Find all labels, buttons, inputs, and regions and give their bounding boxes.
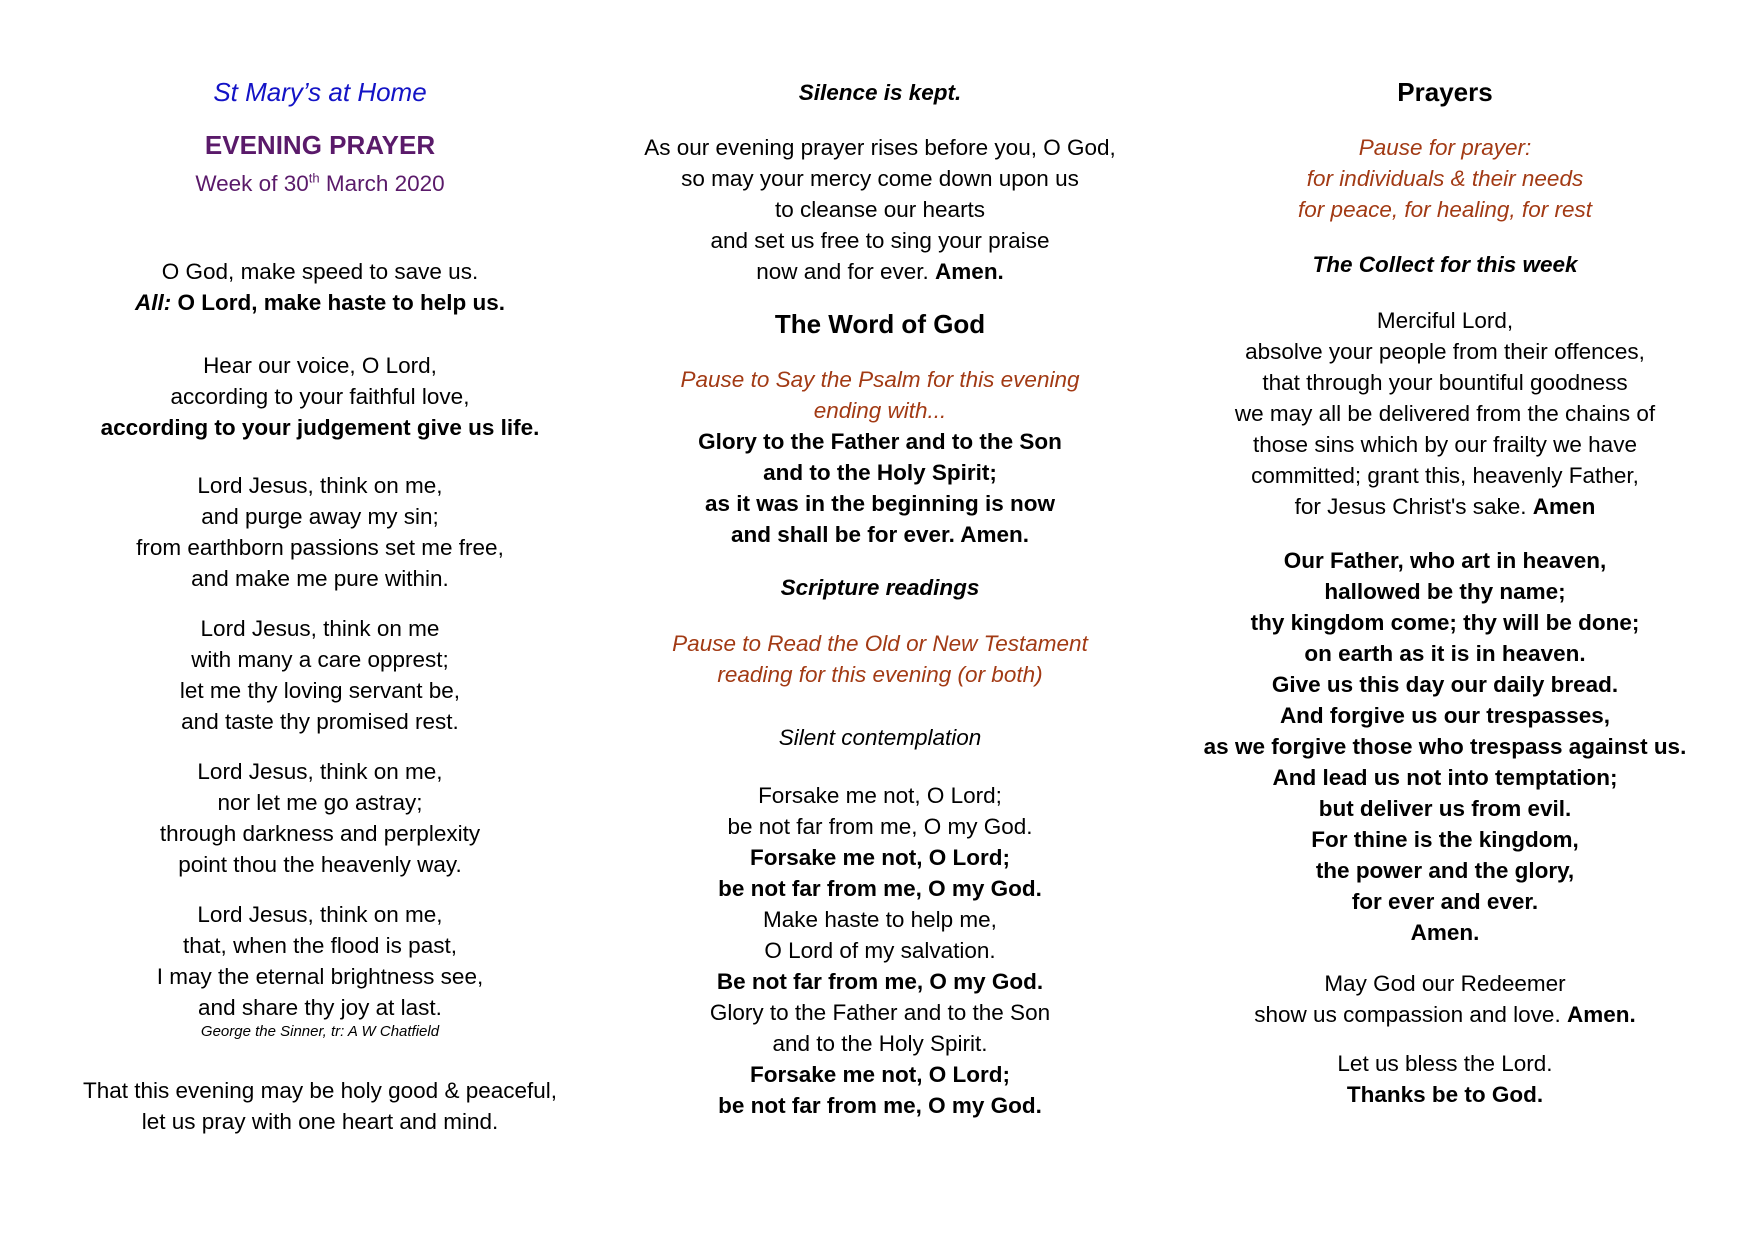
verse-line: to cleanse our hearts (774, 197, 986, 222)
verse-line: and purge away my sin; (201, 504, 439, 529)
hymn-verse-3 (70, 756, 570, 880)
verse-text: now and for ever. (756, 259, 936, 284)
verse-line: Glory to the Father and to the Son (698, 429, 1062, 454)
hymn-attribution: George the Sinner, tr: A W Chatfield (200, 1023, 440, 1040)
verse-line: and make me pure within. (191, 566, 449, 591)
hymn-verse-4 (70, 899, 570, 1041)
rubric-line: reading for this evening (or both) (717, 662, 1043, 687)
verse-line: and set us free to sing your praise (710, 228, 1050, 253)
verse-line: be not far from me, O my God. (718, 876, 1042, 901)
word-of-god-heading: The Word of God (774, 309, 986, 339)
rubric-line: Pause for prayer: (1358, 135, 1532, 160)
verse-line: May God our Redeemer (1324, 971, 1566, 996)
verse-line: so may your mercy come down upon us (681, 166, 1079, 191)
hymn-verse-2 (70, 613, 570, 737)
verse-line (1195, 491, 1695, 522)
verse-line: thy kingdom come; thy will be done; (1250, 610, 1640, 635)
forsake-me-not (630, 780, 1130, 1121)
verse-line: Our Father, who art in heaven, (1283, 548, 1607, 573)
verse-line: for ever and ever. (1351, 889, 1539, 914)
verse-line: be not far from me, O my God. (718, 1093, 1042, 1118)
verse-line: Merciful Lord, (1376, 308, 1514, 333)
verse-line: point thou the heavenly way. (178, 852, 462, 877)
scripture-heading: Scripture readings (780, 575, 980, 600)
verse-line: and to the Holy Spirit; (763, 460, 997, 485)
opening-versicle (70, 256, 570, 318)
verse-line: committed; grant this, heavenly Father, (1251, 463, 1639, 488)
collect-heading: The Collect for this week (1312, 252, 1578, 277)
amen: Amen (1532, 494, 1596, 519)
verse-line: that through your bountiful goodness (1262, 370, 1628, 395)
rubric-line: ending with... (813, 398, 947, 423)
evening-prayer-rises (630, 132, 1130, 287)
verse-line: O Lord of my salvation. (764, 938, 996, 963)
verse-line: according to your judgement give us life. (100, 415, 540, 440)
verse-line: As our evening prayer rises before you, O God, (644, 135, 1116, 160)
verse-line: those sins which by our frailty we have (1253, 432, 1637, 457)
verse-line: and shall be for ever. Amen. (730, 522, 1029, 547)
amen: Amen. (935, 259, 1004, 284)
verse-line: nor let me go astray; (217, 790, 423, 815)
verse-line: the power and the glory, (1315, 858, 1575, 883)
verse-text: for Jesus Christ's sake. (1294, 494, 1533, 519)
week-ordinal: th (308, 170, 320, 186)
verse-line: Hear our voice, O Lord, (203, 353, 437, 378)
lords-prayer (1195, 545, 1695, 948)
verse-line: but deliver us from evil. (1318, 796, 1572, 821)
verse-line: Forsake me not, O Lord; (749, 845, 1011, 870)
hymn-verse-1 (70, 470, 570, 594)
rubric-line: for peace, for healing, for rest (1298, 197, 1592, 222)
verse-line: through darkness and perplexity (159, 821, 481, 846)
verse-line: Thanks be to God. (1346, 1082, 1544, 1107)
verse-line: on earth as it is in heaven. (1304, 641, 1586, 666)
hear-our-voice (70, 350, 570, 443)
verse-line: be not far from me, O my God. (727, 814, 1033, 839)
verse-line: from earthborn passions set me free, (136, 535, 504, 560)
versicle-line: O God, make speed to save us. (161, 259, 479, 284)
verse-line: let me thy loving servant be, (179, 678, 461, 703)
gloria (630, 426, 1130, 550)
verse-line: Lord Jesus, think on me, (197, 902, 443, 927)
church-name: St Mary’s at Home (213, 77, 427, 107)
verse-line: and taste thy promised rest. (181, 709, 459, 734)
response-line (70, 287, 570, 318)
dismissal (1195, 1048, 1695, 1110)
verse-line: and to the Holy Spirit. (772, 1031, 988, 1056)
verse-line: that, when the flood is past, (183, 933, 457, 958)
verse-line: according to your faithful love, (170, 384, 470, 409)
verse-line: Be not far from me, O my God. (716, 969, 1044, 994)
verse-line: Make haste to help me, (763, 907, 997, 932)
contemplation-rubric: Silent contemplation (778, 725, 982, 750)
week-month: March 2020 (319, 171, 445, 196)
verse-line: Give us this day our daily bread. (1271, 672, 1619, 697)
verse-line: Forsake me not, O Lord; (758, 783, 1002, 808)
verse-line: Forsake me not, O Lord; (749, 1062, 1011, 1087)
verse-line: as we forgive those who trespass against us. (1203, 734, 1687, 759)
verse-line: Lord Jesus, think on me, (197, 473, 443, 498)
amen: Amen. (1566, 1002, 1636, 1027)
verse-line (630, 256, 1130, 287)
verse-line: Lord Jesus, think on me, (197, 759, 443, 784)
verse-line: let us pray with one heart and mind. (141, 1109, 499, 1134)
prayers-heading: Prayers (1397, 77, 1493, 107)
response-text: O Lord, make haste to help us. (171, 290, 506, 315)
verse-line: Glory to the Father and to the Son (709, 1000, 1051, 1025)
verse-line (1195, 999, 1695, 1030)
rubric-line: for individuals & their needs (1306, 166, 1584, 191)
verse-line: as it was in the beginning is now (704, 491, 1056, 516)
verse-line: with many a care opprest; (191, 647, 449, 672)
week-prefix: Week of 30 (195, 171, 309, 196)
rubric-line: Pause to Say the Psalm for this evening (680, 367, 1080, 392)
verse-line: And forgive us our trespasses, (1279, 703, 1611, 728)
rubric-line: Pause to Read the Old or New Testament (672, 631, 1088, 656)
collect-text (1195, 305, 1695, 522)
psalm-rubric (630, 364, 1130, 426)
closing-bidding (70, 1075, 570, 1137)
page-title: EVENING PRAYER (204, 130, 436, 160)
blessing (1195, 968, 1695, 1030)
prayer-rubric (1195, 132, 1695, 225)
verse-line: and share thy joy at last. (198, 995, 442, 1020)
verse-line: we may all be delivered from the chains of (1234, 401, 1656, 426)
response-label: All: (134, 290, 172, 315)
verse-line: I may the eternal brightness see, (156, 964, 484, 989)
verse-line: That this evening may be holy good & peaceful, (82, 1078, 558, 1103)
verse-text: show us compassion and love. (1254, 1002, 1567, 1027)
verse-line: Amen. (1410, 920, 1480, 945)
verse-line: Let us bless the Lord. (1337, 1051, 1553, 1076)
verse-line: Lord Jesus, think on me (200, 616, 440, 641)
verse-line: And lead us not into temptation; (1272, 765, 1618, 790)
silence-rubric: Silence is kept. (798, 80, 962, 105)
verse-line: hallowed be thy name; (1324, 579, 1566, 604)
week-line (70, 168, 570, 199)
verse-line: For thine is the kingdom, (1311, 827, 1579, 852)
verse-line: absolve your people from their offences, (1245, 339, 1645, 364)
reading-rubric (630, 628, 1130, 690)
